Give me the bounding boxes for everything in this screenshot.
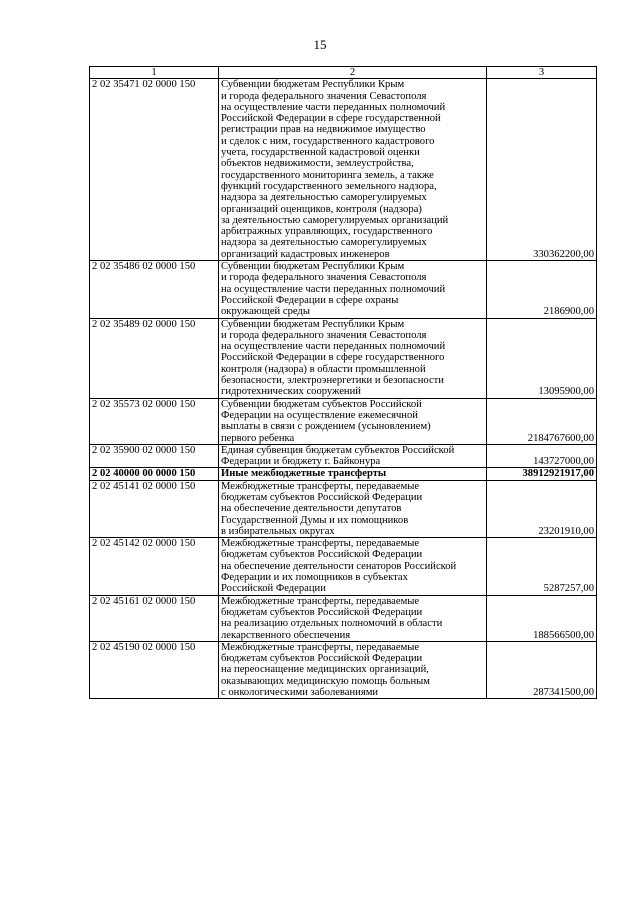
description-cell: Субвенции бюджетам Республики Крым и города федерального значения Севастополя на осуществление части переданных полномочий Российской Федерации в сфере государственного контроля (надзора) в области промышленной безопасности, электроэнергетики и безопасности гидротехнических сооружений (219, 318, 487, 398)
column-header: 3 (487, 67, 597, 79)
table-row (90, 538, 597, 595)
table-row (90, 641, 597, 698)
description-cell: Субвенции бюджетам Республики Крым и города федерального значения Севастополя на осуществление части переданных полномочий Российской Федерации в сфере охраны окружающей среды (219, 261, 487, 318)
table-row (90, 480, 597, 537)
table-row (90, 444, 597, 468)
budget-code-cell: 2 02 35573 02 0000 150 (90, 398, 219, 444)
description-cell: Единая субвенция бюджетам субъектов Российской Федерации и бюджету г. Байконура (219, 444, 487, 468)
table-header-row (90, 67, 597, 79)
description-cell: Межбюджетные трансферты, передаваемые бюджетам субъектов Российской Федерации на реализацию отдельных полномочий в области лекарственного обеспечения (219, 595, 487, 641)
table-row (90, 468, 597, 480)
description-cell: Межбюджетные трансферты, передаваемые бюджетам субъектов Российской Федерации на переоснащение медицинских организаций, оказывающих медицинскую помощь больным с онкологическими заболеваниями (219, 641, 487, 698)
amount-cell: 287341500,00 (487, 641, 597, 698)
table-row (90, 261, 597, 318)
column-header: 1 (90, 67, 219, 79)
description-cell: Межбюджетные трансферты, передаваемые бюджетам субъектов Российской Федерации на обеспечение деятельности депутатов Государственной Думы и их помощников в избирательных округах (219, 480, 487, 537)
budget-code-cell: 2 02 35900 02 0000 150 (90, 444, 219, 468)
table-row (90, 398, 597, 444)
page-number: 15 (313, 37, 327, 52)
budget-code-cell: 2 02 35471 02 0000 150 (90, 79, 219, 261)
description-cell: Субвенции бюджетам Республики Крым и города федерального значения Севастополя на осуществление части переданных полномочий Российской Федерации в сфере государственной регистрации прав на недвижимое имущество и сделок с ним, государственного кадастрового учета, государственной кадастровой оценки объектов недвижимости, землеустройства, государственного мониторинга земель, а также функций государственного земельного надзора, надзора за деятельностью саморегулируемых организаций оценщиков, контроля (надзора) за деятельностью саморегулируемых организаций арбитражных управляющих, государственного надзора за деятельностью саморегулируемых организаций кадастровых инженеров (219, 79, 487, 261)
budget-code-cell: 2 02 35486 02 0000 150 (90, 261, 219, 318)
description-cell: Субвенции бюджетам субъектов Российской Федерации на осуществление ежемесячной выплаты в связи с рождением (усыновлением) первого ребенка (219, 398, 487, 444)
table-row (90, 595, 597, 641)
amount-cell: 188566500,00 (487, 595, 597, 641)
description-cell: Межбюджетные трансферты, передаваемые бюджетам субъектов Российской Федерации на обеспечение деятельности сенаторов Российской Федерации и их помощников в субъектах Российской Федерации (219, 538, 487, 595)
amount-cell: 5287257,00 (487, 538, 597, 595)
budget-code-cell: 2 02 35489 02 0000 150 (90, 318, 219, 398)
amount-cell: 2184767600,00 (487, 398, 597, 444)
budget-code-cell: 2 02 40000 00 0000 150 (90, 468, 219, 480)
budget-code-cell: 2 02 45141 02 0000 150 (90, 480, 219, 537)
budget-table (89, 66, 597, 699)
amount-cell: 23201910,00 (487, 480, 597, 537)
amount-cell: 38912921917,00 (487, 468, 597, 480)
description-cell: Иные межбюджетные трансферты (219, 468, 487, 480)
budget-code-cell: 2 02 45190 02 0000 150 (90, 641, 219, 698)
amount-cell: 2186900,00 (487, 261, 597, 318)
column-header: 2 (219, 67, 487, 79)
amount-cell: 143727000,00 (487, 444, 597, 468)
table-row (90, 79, 597, 261)
amount-cell: 13095900,00 (487, 318, 597, 398)
amount-cell: 330362200,00 (487, 79, 597, 261)
table-row (90, 318, 597, 398)
budget-code-cell: 2 02 45142 02 0000 150 (90, 538, 219, 595)
budget-code-cell: 2 02 45161 02 0000 150 (90, 595, 219, 641)
